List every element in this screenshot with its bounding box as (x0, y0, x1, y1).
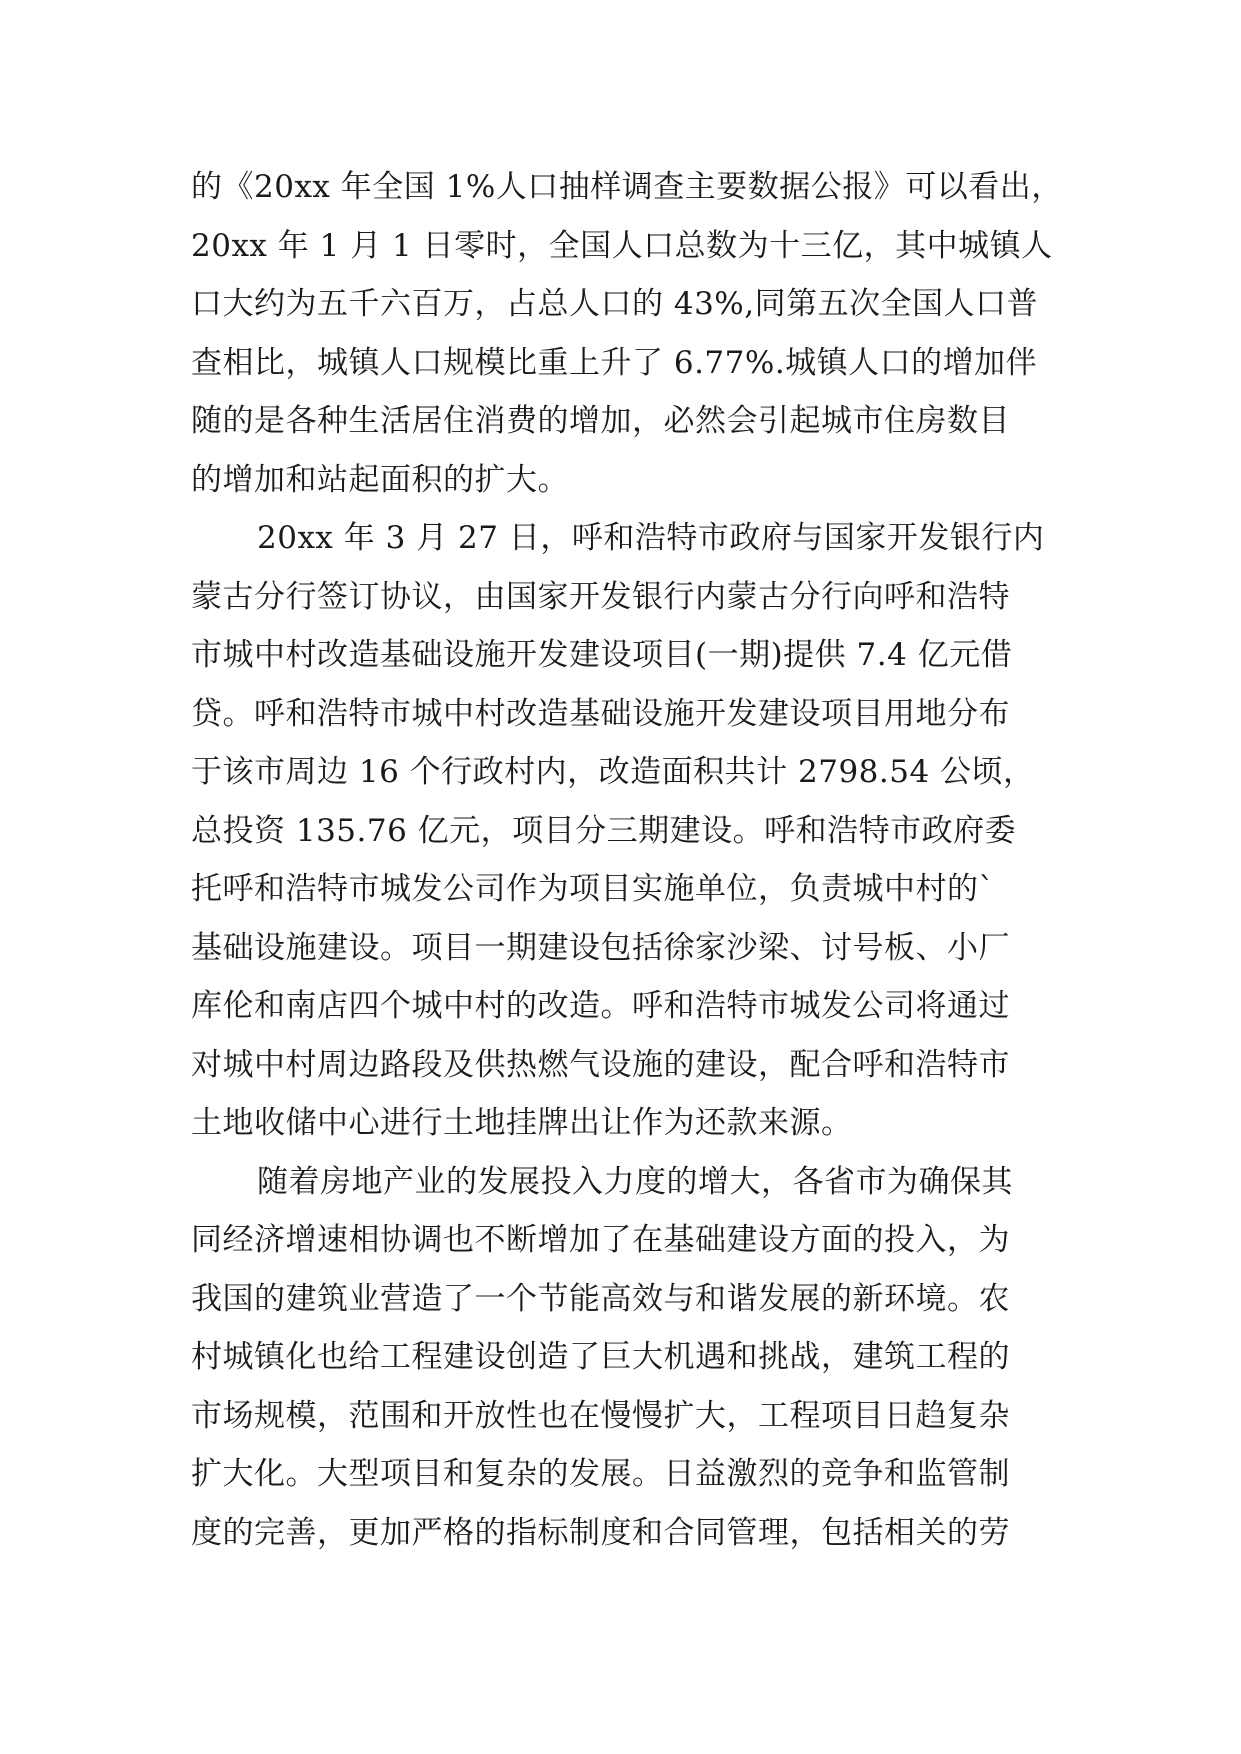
text-line: 市场规模，范围和开放性也在慢慢扩大，工程项目日趋复杂 (191, 1397, 1010, 1434)
text-line: 的增加和站起面积的扩大。 (191, 461, 569, 498)
text-line: 的《20xx 年全国 1%人口抽样调查主要数据公报》可以看出， (191, 169, 1063, 205)
text-line: 蒙古分行签订协议，由国家开发银行内蒙古分行向呼和浩特 (191, 578, 1010, 615)
text-line: 20xx 年 1 月 1 日零时，全国人口总数为十三亿，其中城镇人 (191, 227, 1053, 264)
paragraph-2 (191, 509, 1061, 1153)
text-line: 查相比，城镇人口规模比重上升了 6.77%.城镇人口的增加伴 (191, 344, 1038, 381)
text-line: 总投资 135.76 亿元，项目分三期建设。呼和浩特市政府委 (191, 812, 1017, 849)
text-line: 村城镇化也给工程建设创造了巨大机遇和挑战，建筑工程的 (191, 1339, 1010, 1375)
text-line: 对城中村周边路段及供热燃气设施的建设，配合呼和浩特市 (191, 1046, 1010, 1083)
paragraph-3 (191, 1153, 1061, 1563)
text-line: 基础设施建设。项目一期建设包括徐家沙梁、讨号板、小厂 (191, 929, 1010, 966)
text-line: 我国的建筑业营造了一个节能高效与和谐发展的新环境。农 (191, 1280, 1010, 1317)
text-line: 同经济增速相协调也不断增加了在基础建设方面的投入，为 (191, 1222, 1010, 1258)
text-line: 土地收储中心进行土地挂牌出让作为还款来源。 (191, 1105, 853, 1141)
paragraph-1 (191, 158, 1061, 509)
text-line-first: 随着房地产业的发展投入力度的增大，各省市为确保其 (257, 1163, 1013, 1200)
text-line-first: 20xx 年 3 月 27 日，呼和浩特市政府与国家开发银行内 (257, 520, 1045, 556)
text-line: 随的是各种生活居住消费的增加，必然会引起城市住房数目 (191, 403, 1010, 439)
document-body (191, 158, 1061, 1562)
text-line: 库伦和南店四个城中村的改造。呼和浩特市城发公司将通过 (191, 988, 1010, 1024)
text-line: 扩大化。大型项目和复杂的发展。日益激烈的竞争和监管制 (191, 1456, 1010, 1492)
text-line: 贷。呼和浩特市城中村改造基础设施开发建设项目用地分布 (191, 695, 1010, 732)
text-line: 市城中村改造基础设施开发建设项目(一期)提供 7.4 亿元借 (191, 637, 1013, 673)
text-line: 于该市周边 16 个行政村内，改造面积共计 2798.54 公顷， (191, 754, 1035, 790)
text-line: 口大约为五千六百万，占总人口的 43%,同第五次全国人口普 (191, 286, 1039, 322)
text-line: 托呼和浩特市城发公司作为项目实施单位，负责城中村的` (191, 871, 995, 907)
text-line: 度的完善，更加严格的指标制度和合同管理，包括相关的劳 (191, 1514, 1010, 1551)
